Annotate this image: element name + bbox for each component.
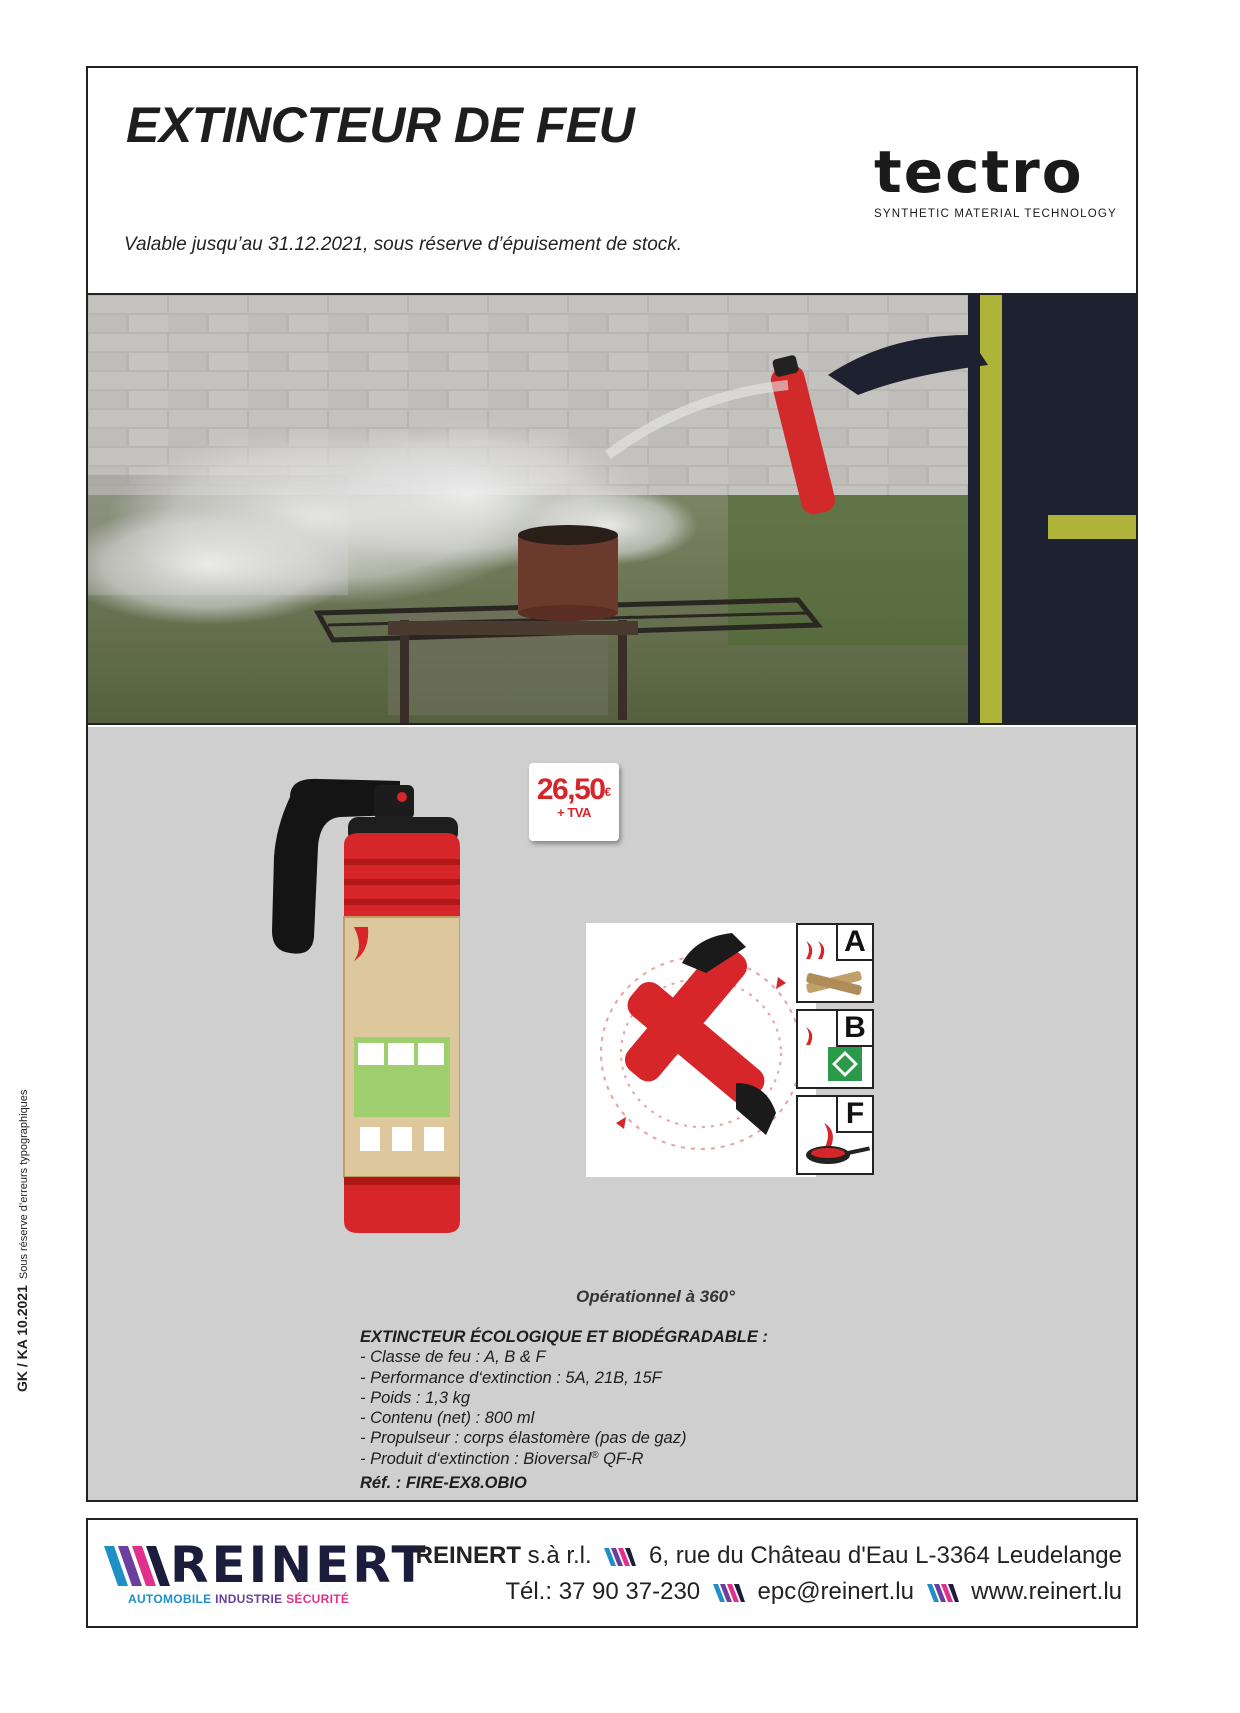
tagline-securite: SÉCURITÉ (286, 1592, 350, 1606)
website-link[interactable]: www.reinert.lu (971, 1578, 1122, 1605)
validity-note: Valable jusqu’au 31.12.2021, sous réserve d’épuisement de stock. (124, 234, 683, 255)
reinert-tagline (128, 1592, 349, 1606)
flyer-frame (86, 66, 1138, 1502)
registered-mark: ® (591, 1449, 599, 1461)
spec-item-text: QF-R (598, 1449, 644, 1468)
reinert-stripes-icon (104, 1546, 170, 1586)
fire-class-f-letter: F (836, 1095, 874, 1133)
fire-class-b-box (796, 1009, 874, 1089)
product-reference: Réf. : FIRE-EX8.OBIO (360, 1474, 527, 1493)
price-currency: € (604, 785, 612, 799)
price-badge (529, 763, 619, 841)
spec-item: - Performance d‘extinction : 5A, 21B, 15F (360, 1368, 662, 1387)
email-link[interactable]: epc@reinert.lu (757, 1578, 914, 1605)
reinert-wordmark: REINERT (170, 1536, 429, 1594)
spec-item: - Contenu (net) : 800 ml (360, 1409, 535, 1428)
rotation-caption: Opérationnel à 360° (576, 1287, 735, 1306)
separator-icon (604, 1548, 636, 1566)
fire-class-b-letter: B (836, 1009, 874, 1047)
fire-class-f-box (796, 1095, 874, 1175)
spec-item (360, 1449, 768, 1469)
reinert-logo (104, 1536, 429, 1610)
side-note (14, 1090, 30, 1392)
contact-line (416, 1574, 1122, 1610)
fire-class-a-letter: A (836, 923, 874, 961)
spec-item: - Poids : 1,3 kg (360, 1388, 471, 1407)
product-specs (360, 1327, 768, 1493)
header (88, 68, 1136, 295)
page-title: EXTINCTEUR DE FEU (126, 97, 635, 153)
price-value (529, 773, 619, 807)
phone: Tél.: 37 90 37-230 (505, 1578, 701, 1605)
tectro-tagline: SYNTHETIC MATERIAL TECHNOLOGY (874, 208, 1117, 220)
tectro-logo (874, 138, 1124, 232)
separator-icon (927, 1584, 959, 1602)
price-vat: + TVA (557, 805, 591, 820)
contact-block (416, 1538, 1122, 1610)
rotation-360-image (586, 923, 816, 1177)
company-suffix: s.à r.l. (527, 1542, 592, 1569)
address: 6, rue du Château d'Eau L-3364 Leudelange (649, 1542, 1122, 1569)
hero-photo (88, 295, 1136, 725)
disclaimer: Sous réserve d’erreurs typographiques (18, 1089, 30, 1280)
company-name: REINERT (415, 1542, 521, 1569)
price-amount: 26,50 (536, 773, 605, 806)
tectro-wordmark: tectro (874, 138, 1084, 206)
footer (86, 1518, 1138, 1628)
spec-item-text: - Produit d‘extinction : Bioversal (360, 1449, 592, 1468)
fire-demo-photo (88, 295, 1136, 725)
spec-item: - Propulseur : corps élastomère (pas de gaz) (360, 1429, 687, 1448)
address-line (416, 1538, 1122, 1574)
tagline-industrie: INDUSTRIE (215, 1592, 283, 1606)
fire-class-a-box (796, 923, 874, 1003)
print-code: GK / KA 10.2021 (14, 1285, 30, 1392)
separator-icon (713, 1584, 745, 1602)
extinguisher-image (260, 767, 460, 1237)
tagline-automobile: AUTOMOBILE (128, 1592, 212, 1606)
spec-item: - Classe de feu : A, B & F (360, 1348, 546, 1367)
specs-title: EXTINCTEUR ÉCOLOGIQUE ET BIODÉGRADABLE : (360, 1328, 768, 1346)
product-section (88, 727, 1136, 1500)
